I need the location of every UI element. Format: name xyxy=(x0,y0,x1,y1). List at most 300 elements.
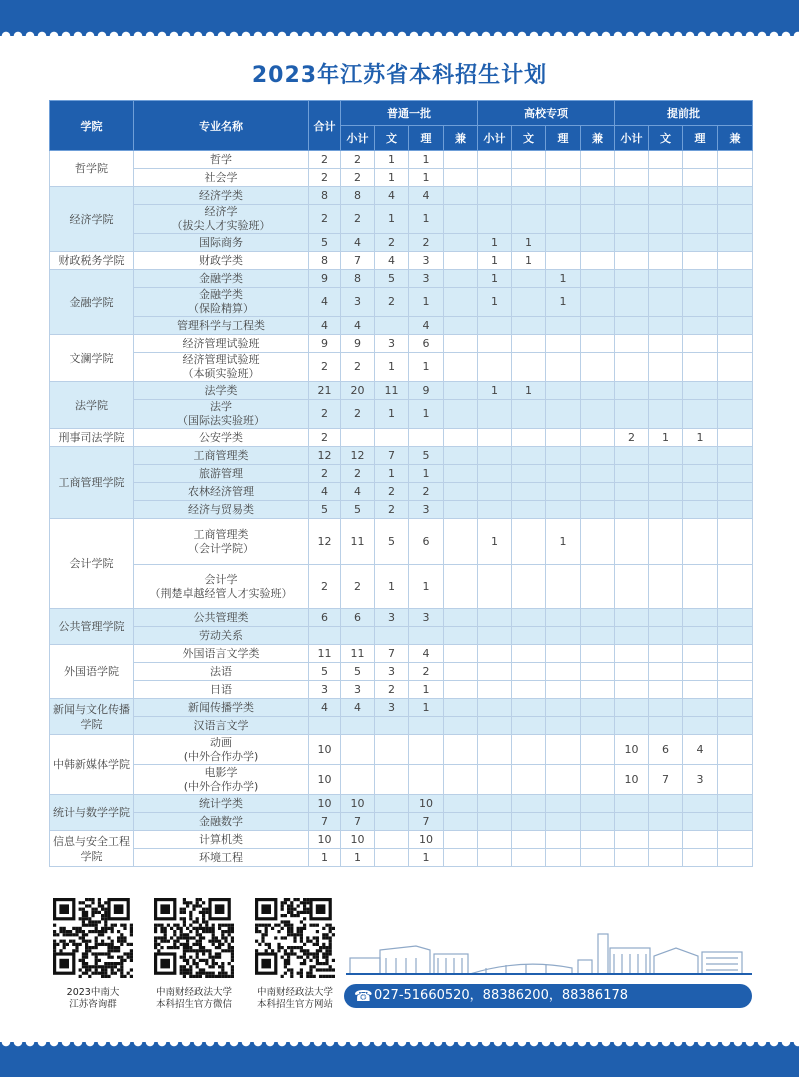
count-cell xyxy=(581,353,615,382)
count-cell xyxy=(478,465,512,483)
count-cell: 10 xyxy=(615,765,649,795)
count-cell xyxy=(615,609,649,627)
major-cell: 动画 (中外合作办学) xyxy=(134,735,309,765)
count-cell xyxy=(649,353,683,382)
total-cell: 4 xyxy=(309,483,341,501)
count-cell xyxy=(649,795,683,813)
total-cell: 2 xyxy=(309,353,341,382)
total-cell: 8 xyxy=(309,252,341,270)
count-cell xyxy=(444,400,478,429)
college-cell: 会计学院 xyxy=(50,519,134,609)
header-sub-cell: 文 xyxy=(512,126,546,151)
count-cell xyxy=(718,483,753,501)
count-cell xyxy=(375,317,409,335)
major-cell: 外国语言文学类 xyxy=(134,645,309,663)
count-cell xyxy=(444,765,478,795)
count-cell xyxy=(718,717,753,735)
count-cell: 4 xyxy=(375,252,409,270)
qr-caption: 2023中南大 江苏咨询群 xyxy=(66,987,120,1010)
count-cell xyxy=(546,447,581,465)
major-cell: 经济学 （拔尖人才实验班） xyxy=(134,205,309,234)
count-cell: 4 xyxy=(409,317,444,335)
count-cell xyxy=(478,645,512,663)
count-cell xyxy=(649,831,683,849)
count-cell xyxy=(512,699,546,717)
count-cell xyxy=(444,353,478,382)
count-cell: 10 xyxy=(615,735,649,765)
count-cell xyxy=(478,681,512,699)
count-cell xyxy=(683,252,718,270)
count-cell xyxy=(581,187,615,205)
table-row xyxy=(50,735,753,765)
major-cell: 公共管理类 xyxy=(134,609,309,627)
count-cell xyxy=(718,335,753,353)
count-cell xyxy=(649,465,683,483)
count-cell: 1 xyxy=(409,169,444,187)
count-cell xyxy=(512,288,546,317)
count-cell xyxy=(718,645,753,663)
count-cell: 1 xyxy=(478,234,512,252)
count-cell xyxy=(683,151,718,169)
count-cell xyxy=(615,627,649,645)
total-cell: 11 xyxy=(309,645,341,663)
major-cell: 金融学类 xyxy=(134,270,309,288)
count-cell xyxy=(718,151,753,169)
count-cell: 7 xyxy=(341,813,375,831)
count-cell xyxy=(341,627,375,645)
count-cell xyxy=(444,795,478,813)
count-cell xyxy=(375,813,409,831)
phone-icon: ☎ xyxy=(354,987,373,1005)
count-cell xyxy=(718,765,753,795)
total-cell: 1 xyxy=(309,849,341,867)
count-cell xyxy=(649,519,683,565)
count-cell xyxy=(615,519,649,565)
total-cell: 10 xyxy=(309,765,341,795)
qr-code-icon xyxy=(154,898,234,978)
count-cell xyxy=(615,501,649,519)
count-cell xyxy=(683,645,718,663)
count-cell xyxy=(649,627,683,645)
count-cell xyxy=(546,400,581,429)
count-cell: 1 xyxy=(409,849,444,867)
header-sub-cell: 小计 xyxy=(478,126,512,151)
count-cell: 4 xyxy=(375,187,409,205)
count-cell xyxy=(512,681,546,699)
count-cell xyxy=(649,151,683,169)
count-cell xyxy=(581,831,615,849)
total-cell: 12 xyxy=(309,519,341,565)
count-cell xyxy=(512,335,546,353)
count-cell xyxy=(444,813,478,831)
count-cell xyxy=(649,234,683,252)
page-title: 2023年江苏省本科招生计划 xyxy=(251,63,548,88)
count-cell xyxy=(444,627,478,645)
total-cell: 2 xyxy=(309,169,341,187)
count-cell xyxy=(581,717,615,735)
total-cell: 4 xyxy=(309,288,341,317)
table-row xyxy=(50,353,753,382)
count-cell xyxy=(375,765,409,795)
table-row xyxy=(50,270,753,288)
count-cell xyxy=(649,187,683,205)
count-cell xyxy=(683,169,718,187)
count-cell xyxy=(615,288,649,317)
count-cell: 1 xyxy=(375,465,409,483)
count-cell: 4 xyxy=(341,483,375,501)
table-row xyxy=(50,335,753,353)
major-cell: 金融数学 xyxy=(134,813,309,831)
count-cell: 5 xyxy=(341,501,375,519)
count-cell xyxy=(683,717,718,735)
count-cell xyxy=(375,627,409,645)
count-cell xyxy=(649,335,683,353)
count-cell: 5 xyxy=(409,447,444,465)
count-cell xyxy=(718,565,753,609)
count-cell xyxy=(683,317,718,335)
college-cell: 法学院 xyxy=(50,382,134,429)
total-cell: 2 xyxy=(309,429,341,447)
table-row xyxy=(50,813,753,831)
count-cell xyxy=(615,831,649,849)
count-cell xyxy=(512,447,546,465)
count-cell: 4 xyxy=(683,735,718,765)
count-cell xyxy=(649,501,683,519)
count-cell xyxy=(649,645,683,663)
count-cell xyxy=(409,627,444,645)
count-cell xyxy=(375,795,409,813)
count-cell xyxy=(615,317,649,335)
qr-block-wechat xyxy=(149,898,239,1011)
count-cell: 1 xyxy=(478,252,512,270)
count-cell xyxy=(718,699,753,717)
count-cell xyxy=(512,270,546,288)
count-cell xyxy=(444,681,478,699)
count-cell xyxy=(718,270,753,288)
table-row xyxy=(50,565,753,609)
count-cell xyxy=(444,382,478,400)
count-cell xyxy=(512,353,546,382)
count-cell xyxy=(478,447,512,465)
college-cell: 中韩新媒体学院 xyxy=(50,735,134,795)
count-cell xyxy=(683,831,718,849)
count-cell xyxy=(683,663,718,681)
count-cell: 11 xyxy=(375,382,409,400)
table-row xyxy=(50,187,753,205)
count-cell: 2 xyxy=(409,663,444,681)
qr-block-consult-group xyxy=(48,898,138,1011)
count-cell xyxy=(512,813,546,831)
count-cell xyxy=(444,288,478,317)
count-cell xyxy=(478,429,512,447)
count-cell xyxy=(718,252,753,270)
count-cell: 1 xyxy=(375,205,409,234)
count-cell xyxy=(683,519,718,565)
college-cell: 金融学院 xyxy=(50,270,134,335)
count-cell: 2 xyxy=(375,288,409,317)
major-cell: 经济管理试验班 （本硕实验班） xyxy=(134,353,309,382)
count-cell xyxy=(581,169,615,187)
college-cell: 经济学院 xyxy=(50,187,134,252)
college-cell: 公共管理学院 xyxy=(50,609,134,645)
count-cell xyxy=(512,663,546,681)
count-cell xyxy=(478,353,512,382)
count-cell xyxy=(649,717,683,735)
major-cell: 旅游管理 xyxy=(134,465,309,483)
count-cell xyxy=(683,335,718,353)
count-cell xyxy=(683,205,718,234)
count-cell xyxy=(718,813,753,831)
major-cell: 新闻传播学类 xyxy=(134,699,309,717)
count-cell xyxy=(512,169,546,187)
count-cell: 1 xyxy=(546,270,581,288)
count-cell: 3 xyxy=(683,765,718,795)
count-cell xyxy=(478,831,512,849)
count-cell xyxy=(478,795,512,813)
college-cell: 哲学院 xyxy=(50,151,134,187)
count-cell: 4 xyxy=(341,234,375,252)
count-cell xyxy=(581,317,615,335)
count-cell xyxy=(546,645,581,663)
total-cell: 5 xyxy=(309,501,341,519)
total-cell: 7 xyxy=(309,813,341,831)
count-cell xyxy=(546,681,581,699)
count-cell xyxy=(546,483,581,501)
count-cell xyxy=(615,717,649,735)
college-cell: 文澜学院 xyxy=(50,335,134,382)
count-cell xyxy=(341,429,375,447)
count-cell xyxy=(546,795,581,813)
count-cell xyxy=(512,765,546,795)
college-cell: 统计与数学学院 xyxy=(50,795,134,831)
count-cell xyxy=(581,795,615,813)
count-cell: 8 xyxy=(341,187,375,205)
table-row xyxy=(50,288,753,317)
hotline-bar xyxy=(344,984,752,1008)
total-cell: 10 xyxy=(309,735,341,765)
count-cell xyxy=(581,609,615,627)
count-cell xyxy=(615,187,649,205)
count-cell xyxy=(718,317,753,335)
header-sub-cell: 兼 xyxy=(444,126,478,151)
count-cell xyxy=(512,317,546,335)
table-row xyxy=(50,151,753,169)
count-cell xyxy=(512,400,546,429)
count-cell xyxy=(375,429,409,447)
count-cell: 1 xyxy=(546,288,581,317)
qr-caption: 中南财经政法大学 本科招生官方微信 xyxy=(155,987,232,1010)
count-cell xyxy=(478,501,512,519)
count-cell: 2 xyxy=(375,234,409,252)
major-cell: 哲学 xyxy=(134,151,309,169)
count-cell xyxy=(512,717,546,735)
count-cell: 2 xyxy=(341,465,375,483)
table-row xyxy=(50,317,753,335)
table-row xyxy=(50,501,753,519)
count-cell: 1 xyxy=(375,151,409,169)
count-cell xyxy=(444,717,478,735)
count-cell xyxy=(649,483,683,501)
header-sub-cell: 文 xyxy=(375,126,409,151)
table-row xyxy=(50,849,753,867)
count-cell xyxy=(512,429,546,447)
count-cell xyxy=(683,465,718,483)
count-cell xyxy=(615,447,649,465)
count-cell xyxy=(444,205,478,234)
count-cell xyxy=(649,400,683,429)
total-cell: 21 xyxy=(309,382,341,400)
count-cell xyxy=(581,735,615,765)
count-cell: 1 xyxy=(546,519,581,565)
count-cell xyxy=(581,849,615,867)
count-cell xyxy=(581,205,615,234)
count-cell xyxy=(444,429,478,447)
count-cell xyxy=(718,795,753,813)
count-cell: 1 xyxy=(375,353,409,382)
count-cell xyxy=(546,831,581,849)
major-cell: 汉语言文学 xyxy=(134,717,309,735)
qr-code-icon xyxy=(53,898,133,978)
count-cell xyxy=(478,717,512,735)
college-cell: 外国语学院 xyxy=(50,645,134,699)
count-cell xyxy=(444,645,478,663)
count-cell xyxy=(546,382,581,400)
count-cell xyxy=(375,735,409,765)
count-cell xyxy=(546,813,581,831)
count-cell: 3 xyxy=(409,501,444,519)
count-cell xyxy=(546,151,581,169)
count-cell xyxy=(581,429,615,447)
college-cell: 信息与安全工程学院 xyxy=(50,831,134,867)
count-cell xyxy=(546,627,581,645)
count-cell xyxy=(581,645,615,663)
count-cell xyxy=(581,252,615,270)
count-cell xyxy=(478,627,512,645)
count-cell: 2 xyxy=(341,205,375,234)
count-cell xyxy=(649,849,683,867)
count-cell: 2 xyxy=(375,483,409,501)
count-cell xyxy=(546,335,581,353)
count-cell xyxy=(478,765,512,795)
count-cell: 7 xyxy=(409,813,444,831)
count-cell: 1 xyxy=(409,288,444,317)
major-cell: 工商管理类 xyxy=(134,447,309,465)
count-cell: 11 xyxy=(341,645,375,663)
count-cell: 2 xyxy=(615,429,649,447)
count-cell xyxy=(546,663,581,681)
count-cell xyxy=(649,447,683,465)
table-header xyxy=(50,101,753,151)
header-sub-cell: 文 xyxy=(649,126,683,151)
count-cell: 1 xyxy=(478,382,512,400)
count-cell xyxy=(478,483,512,501)
total-cell: 8 xyxy=(309,187,341,205)
count-cell xyxy=(444,699,478,717)
count-cell xyxy=(683,447,718,465)
major-cell: 计算机类 xyxy=(134,831,309,849)
count-cell: 20 xyxy=(341,382,375,400)
qr-code-icon xyxy=(255,898,335,978)
count-cell xyxy=(683,483,718,501)
count-cell: 6 xyxy=(341,609,375,627)
count-cell xyxy=(649,270,683,288)
count-cell: 1 xyxy=(478,519,512,565)
count-cell xyxy=(615,151,649,169)
count-cell: 3 xyxy=(341,288,375,317)
count-cell: 4 xyxy=(409,187,444,205)
count-cell xyxy=(341,717,375,735)
major-cell: 社会学 xyxy=(134,169,309,187)
count-cell xyxy=(512,609,546,627)
count-cell: 1 xyxy=(409,565,444,609)
count-cell: 2 xyxy=(341,169,375,187)
count-cell: 1 xyxy=(512,252,546,270)
count-cell xyxy=(615,681,649,699)
count-cell xyxy=(615,849,649,867)
count-cell: 1 xyxy=(375,400,409,429)
count-cell: 2 xyxy=(341,400,375,429)
count-cell xyxy=(718,663,753,681)
count-cell xyxy=(615,465,649,483)
major-cell: 公安学类 xyxy=(134,429,309,447)
count-cell xyxy=(581,627,615,645)
count-cell xyxy=(649,681,683,699)
count-cell: 7 xyxy=(341,252,375,270)
count-cell: 1 xyxy=(512,382,546,400)
major-cell: 国际商务 xyxy=(134,234,309,252)
enrollment-plan-table xyxy=(49,100,753,867)
count-cell xyxy=(444,465,478,483)
header-group-early: 提前批 xyxy=(615,101,753,126)
count-cell xyxy=(615,335,649,353)
count-cell xyxy=(649,663,683,681)
total-cell: 2 xyxy=(309,151,341,169)
table-row xyxy=(50,627,753,645)
count-cell: 9 xyxy=(341,335,375,353)
count-cell xyxy=(683,234,718,252)
header-sub-cell: 理 xyxy=(546,126,581,151)
major-cell: 工商管理类 （会计学院） xyxy=(134,519,309,565)
count-cell: 5 xyxy=(375,519,409,565)
count-cell xyxy=(649,565,683,609)
count-cell xyxy=(444,317,478,335)
count-cell xyxy=(512,465,546,483)
count-cell xyxy=(375,717,409,735)
count-cell xyxy=(649,205,683,234)
count-cell xyxy=(478,813,512,831)
count-cell: 2 xyxy=(341,353,375,382)
count-cell xyxy=(581,813,615,831)
count-cell xyxy=(615,400,649,429)
table-row xyxy=(50,169,753,187)
count-cell: 11 xyxy=(341,519,375,565)
count-cell xyxy=(581,681,615,699)
count-cell xyxy=(512,501,546,519)
count-cell xyxy=(478,335,512,353)
college-cell: 财政税务学院 xyxy=(50,252,134,270)
hotline-numbers: 027-51660520，88386200，88386178 xyxy=(374,988,629,1003)
count-cell: 5 xyxy=(375,270,409,288)
count-cell xyxy=(718,187,753,205)
count-cell: 1 xyxy=(409,205,444,234)
total-cell: 10 xyxy=(309,831,341,849)
count-cell: 3 xyxy=(375,335,409,353)
count-cell xyxy=(718,627,753,645)
count-cell xyxy=(615,795,649,813)
count-cell: 1 xyxy=(409,353,444,382)
count-cell xyxy=(478,205,512,234)
count-cell xyxy=(683,400,718,429)
